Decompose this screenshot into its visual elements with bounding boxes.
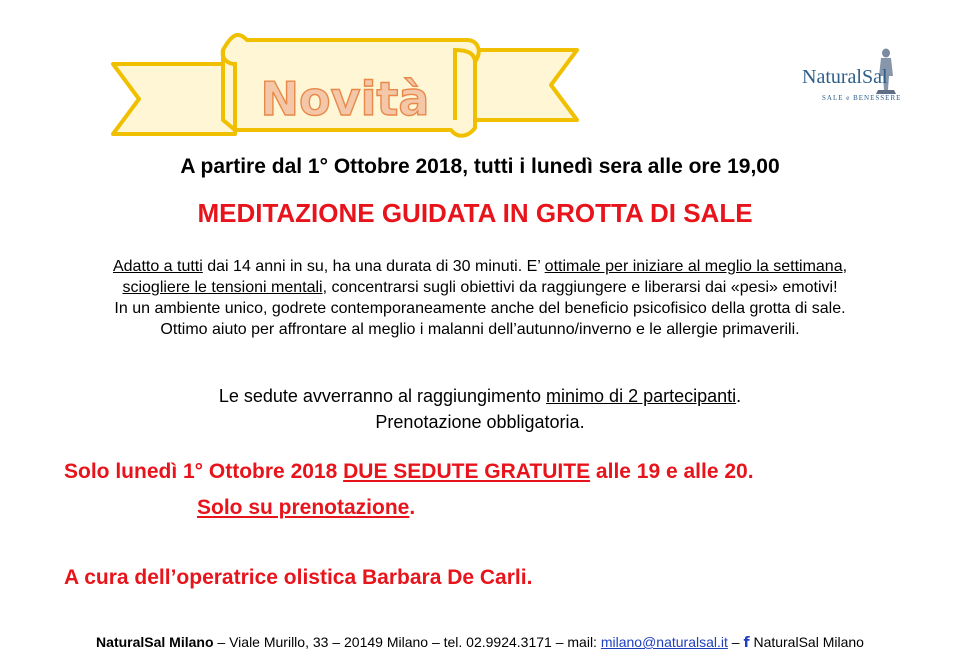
description-text: dai 14 anni in su, ha una durata di 30 minuti. E’ [202,258,545,275]
naturalsal-logo [800,44,940,110]
highlight-optimal: ottimale per iniziare al meglio la settimana, [544,258,848,275]
highlight-booking: Solo su prenotazione [197,496,410,519]
description-line-4: Ottimo aiuto per affrontare al meglio i malanni dell’autunno/inverno e le allergie primaverili. [160,321,800,338]
highlight-suitable: Adatto a tutti [112,258,203,275]
highlight-minimum: minimo di 2 partecipanti [546,386,737,406]
logo-tagline: SALE e BENESSERE [822,94,902,102]
description-line-3: In un ambiente unico, godrete contemporaneamente anche del beneficio psicofisico della grotta di sale. [114,300,846,317]
sessions-line-2: Prenotazione obbligatoria. [375,412,585,432]
sessions-block [0,383,960,435]
footer-brand: NaturalSal Milano [96,634,214,650]
description-line-1 [0,256,960,277]
offer-text: alle 19 e alle 20. [590,460,754,483]
sessions-text: Le sedute avverranno al raggiungimento [218,386,547,406]
footer-separator: – [727,634,744,650]
description-text: , concentrarsi sugli obiettivi da raggiungere e liberarsi dai «pesi» emotivi! [322,279,838,296]
sessions-line-1 [0,383,960,409]
footer-contact [0,634,960,651]
event-title: MEDITAZIONE GUIDATA IN GROTTA DI SALE [197,198,753,228]
description-block [0,256,960,340]
highlight-free-sessions: DUE SEDUTE GRATUITE [343,460,591,483]
banner-title: Novità [260,72,430,126]
curator-line: A cura dell’operatrice olistica Barbara De Carli. [64,566,533,589]
novita-banner [105,28,585,138]
free-sessions-offer [64,460,754,484]
booking-only-note [197,496,415,520]
highlight-tension: sciogliere le tensioni mentali [122,279,323,296]
schedule-subtitle: A partire dal 1° Ottobre 2018, tutti i lunedì sera alle ore 19,00 [180,155,780,178]
facebook-icon[interactable]: f [743,635,750,651]
description-line-2 [0,277,960,298]
footer-address: – Viale Murillo, 33 – 20149 Milano – tel. 02.9924.3171 – mail: [213,634,601,650]
email-link[interactable]: milano@naturalsal.it [600,634,728,650]
offer-text: Solo lunedì 1° Ottobre 2018 [64,460,344,483]
facebook-page-name: NaturalSal Milano [749,634,864,650]
offer-text: . [409,496,416,519]
sessions-text: . [736,386,742,406]
logo-name: NaturalSal [802,66,888,88]
